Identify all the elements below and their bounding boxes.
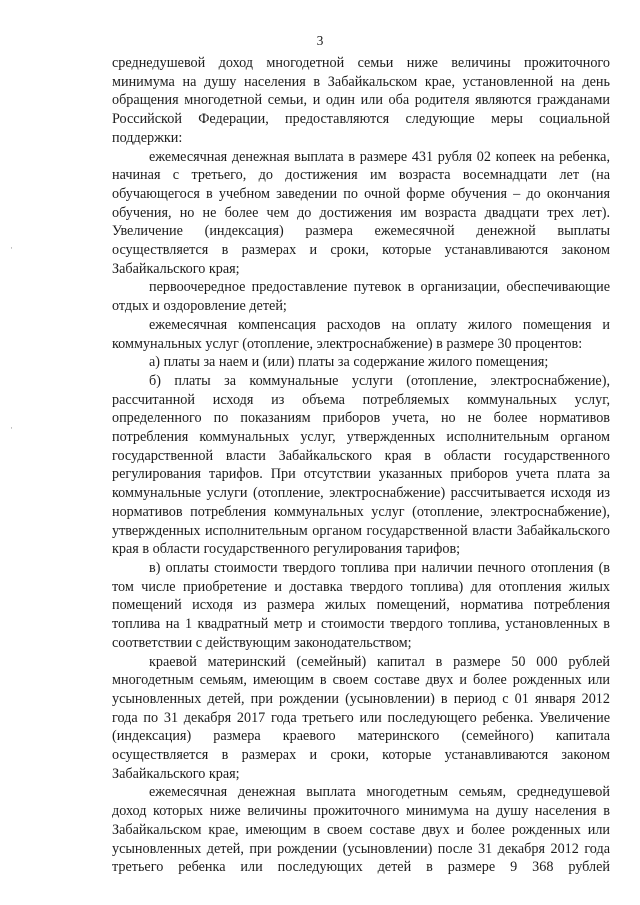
- paragraph-item-a: а) платы за наем и (или) платы за содержание жилого помещения;: [149, 354, 549, 371]
- paragraph-monthly-payment: ежемесячная денежная выплата в размере 431 рубля 02 копеек на ребенка, начиная с третьего, до достижения им возраста восемнадцати лет (на обучающегося в учебном заведении по очной форме обучения – до окончания обучения, но не более чем до достижения им возраста двадцати трех лет). Увеличение (индексация) размера ежемесячной денежной выплаты осуществляется в размерах и сроки, которые устанавливаются законом Забайкальского края;: [112, 148, 610, 277]
- paragraph-priority-vouchers: первоочередное предоставление путевок в организации, обеспечивающие отдых и оздоровление детей;: [112, 279, 610, 315]
- paragraph-monthly-payment-large-families: ежемесячная денежная выплата многодетным семьям, среднедушевой доход которых ниже величины прожиточного минимума на душу населения в Забайкальском крае, имеющим в своем составе двух и более рожденных или усыновленных детей, при рождении (усыновлении) после 31 декабря 2012 года третьего ребенка или последующих детей в размере 9 368 рублей: [112, 784, 610, 876]
- page-number: 3: [316, 33, 324, 48]
- paragraph-maternity-capital: краевой материнский (семейный) капитал в размере 50 000 рублей многодетным семьям, имеющим в своем составе двух и более рожденных или усыновленных детей, при рождении (усыновлении) в период с 01 января 2012 года по 31 декабря 2017 года третьего или последующего ребенка. Увеличение (индексация) размера краевого материнского (семейного) капитала осуществляется в размерах и сроки, которые устанавливаются законом Забайкальского края;: [112, 653, 610, 782]
- paragraph-item-b: б) платы за коммунальные услуги (отопление, электроснабжение), рассчитанной исходя из объема потребляемых коммунальных услуг, определенного по показаниям приборов учета, но не более нормативов потребления коммунальных услуг, утвержденных исполнительным органом государственной власти Забайкальского края в области государственного регулирования тарифов. При отсутствии указанных приборов учета плата за коммунальные услуги (отопление, электроснабжение) рассчитывается исходя из нормативов потребления коммунальных услуг (отопление, электроснабжение), утвержденных исполнительным органом государственной власти Забайкальского края в области государственного регулирования тарифов;: [112, 372, 610, 558]
- document-body: [112, 54, 610, 877]
- scan-speck-mark: ·: [10, 423, 13, 433]
- scan-speck-mark: ·: [10, 243, 13, 253]
- paragraph-item-c: в) оплаты стоимости твердого топлива при наличии печного отопления (в том числе приобретение и доставка твердого топлива) для отопления жилых помещений исходя из размера жилых помещений, норматива потребления топлива на 1 квадратный метр и стоимости твердого топлива, установленных в соответствии с действующим законодательством;: [112, 559, 610, 651]
- paragraph-intro-continuation: среднедушевой доход многодетной семьи ниже величины прожиточного минимума на душу населения в Забайкальском крае, установленной на день обращения многодетной семьи, и один или оба родителя являются гражданами Российской Федерации, предоставляются следующие меры социальной поддержки:: [112, 55, 610, 146]
- paragraph-housing-compensation: ежемесячная компенсация расходов на оплату жилого помещения и коммунальных услуг (отопление, электроснабжение) в размере 30 процентов:: [112, 316, 610, 352]
